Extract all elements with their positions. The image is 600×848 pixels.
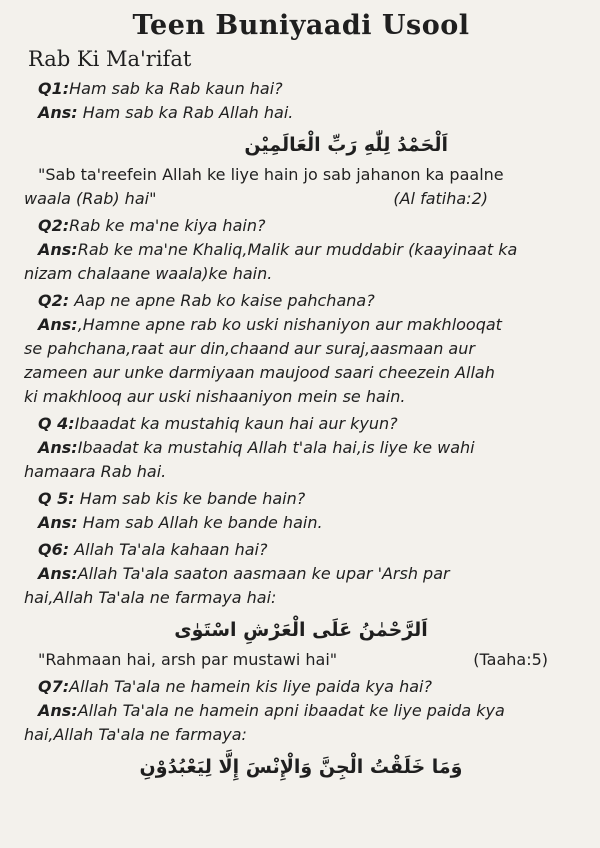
question-text: Ham sab ka Rab kaun hai? [69,79,283,98]
question-label: Q1: [38,79,70,98]
arabic-verse-2: اَلرَّحْمٰنُ عَلَى الْعَرْشِ اسْتَوٰى [174,619,428,641]
answer-3-line-4: ki makhlooq aur uski nishaaniyon mein se hain. [24,387,406,406]
question-text: Ibaadat ka mustahiq kaun hai aur kyun? [74,414,398,433]
quote-1-line-1: "Sab ta'reefein Allah ke liye hain jo sab jahanon ka paalne [38,165,504,184]
answer-text: ,Hamne apne rab ko uski nishaniyon aur makhlooqat [77,315,502,334]
answer-7-line-2: hai,Allah Ta'ala ne farmaya: [24,725,247,744]
answer-3-line-2: se pahchana,raat aur din,chaand aur suraj,aasmaan aur [24,339,475,358]
arabic-verse-3: وَمَا خَلَقْتُ الْجِنَّ وَالْإِنْسَ إِلَّا لِيَعْبُدُوْنِ [139,756,463,778]
answer-2-line-1 [24,238,578,262]
answer-2-line-2: nizam chalaane waala)ke hain. [24,264,273,283]
answer-text: Rab ke ma'ne Khaliq,Malik aur muddabir (kaayinaat ka [77,240,518,259]
question-text: Allah Ta'ala ne hamein kis liye paida kya hai? [69,677,432,696]
answer-label: Ans: [38,103,78,122]
answer-3-line-1 [24,313,578,337]
arabic-verse-1: اَلْحَمْدُ لِلّٰهِ رَبِّ الْعَالَمِيْن [244,134,448,156]
answer-label: Ans: [38,701,78,720]
answer-6-line-1 [24,562,578,586]
quote-reference: (Al fatiha:2) [393,189,488,208]
answer-3-line-3: zameen aur unke darmiyaan maujood saari cheezein Allah [24,363,495,382]
page-title: Teen Buniyaadi Usool [132,10,470,41]
quote-text: waala (Rab) hai" [24,189,157,208]
answer-text: Ham sab Allah ke bande hain. [77,513,323,532]
section-heading: Rab Ki Ma'rifat [28,47,192,71]
quote-reference: (Taaha:5) [473,650,548,669]
question-2 [24,214,578,238]
answer-4-line-2: hamaara Rab hai. [24,462,167,481]
question-text: Allah Ta'ala kahaan hai? [69,540,268,559]
question-text: Rab ke ma'ne kiya hain? [69,216,266,235]
question-4 [24,412,578,436]
question-label: Q 4: [38,414,75,433]
question-label: Q6: [38,540,70,559]
question-label: Q2: [38,291,70,310]
answer-text: Ibaadat ka mustahiq Allah t'ala hai,is liye ke wahi [77,438,475,457]
answer-label: Ans: [38,564,78,583]
answer-7-line-1 [24,699,578,723]
answer-6-line-2: hai,Allah Ta'ala ne farmaya hai: [24,588,277,607]
question-3 [24,289,578,313]
answer-label: Ans: [38,513,78,532]
answer-label: Ans: [38,240,78,259]
question-6 [24,538,578,562]
question-text: Aap ne apne Rab ko kaise pahchana? [69,291,375,310]
question-7 [24,675,578,699]
answer-1 [24,101,578,125]
answer-4-line-1 [24,436,578,460]
quote-2 [24,648,578,672]
question-label: Q 5: [38,489,75,508]
answer-label: Ans: [38,438,78,457]
answer-text: Allah Ta'ala saaton aasmaan ke upar 'Arsh par [77,564,450,583]
answer-text: Ham sab ka Rab Allah hai. [77,103,294,122]
question-5 [24,487,578,511]
question-label: Q2: [38,216,70,235]
answer-5 [24,511,578,535]
quote-text: "Rahmaan hai, arsh par mustawi hai" [38,650,338,669]
answer-label: Ans: [38,315,78,334]
question-1 [24,77,578,101]
answer-text: Allah Ta'ala ne hamein apni ibaadat ke liye paida kya [77,701,505,720]
quote-1-line-2 [24,187,578,211]
question-label: Q7: [38,677,70,696]
question-text: Ham sab kis ke bande hain? [74,489,306,508]
